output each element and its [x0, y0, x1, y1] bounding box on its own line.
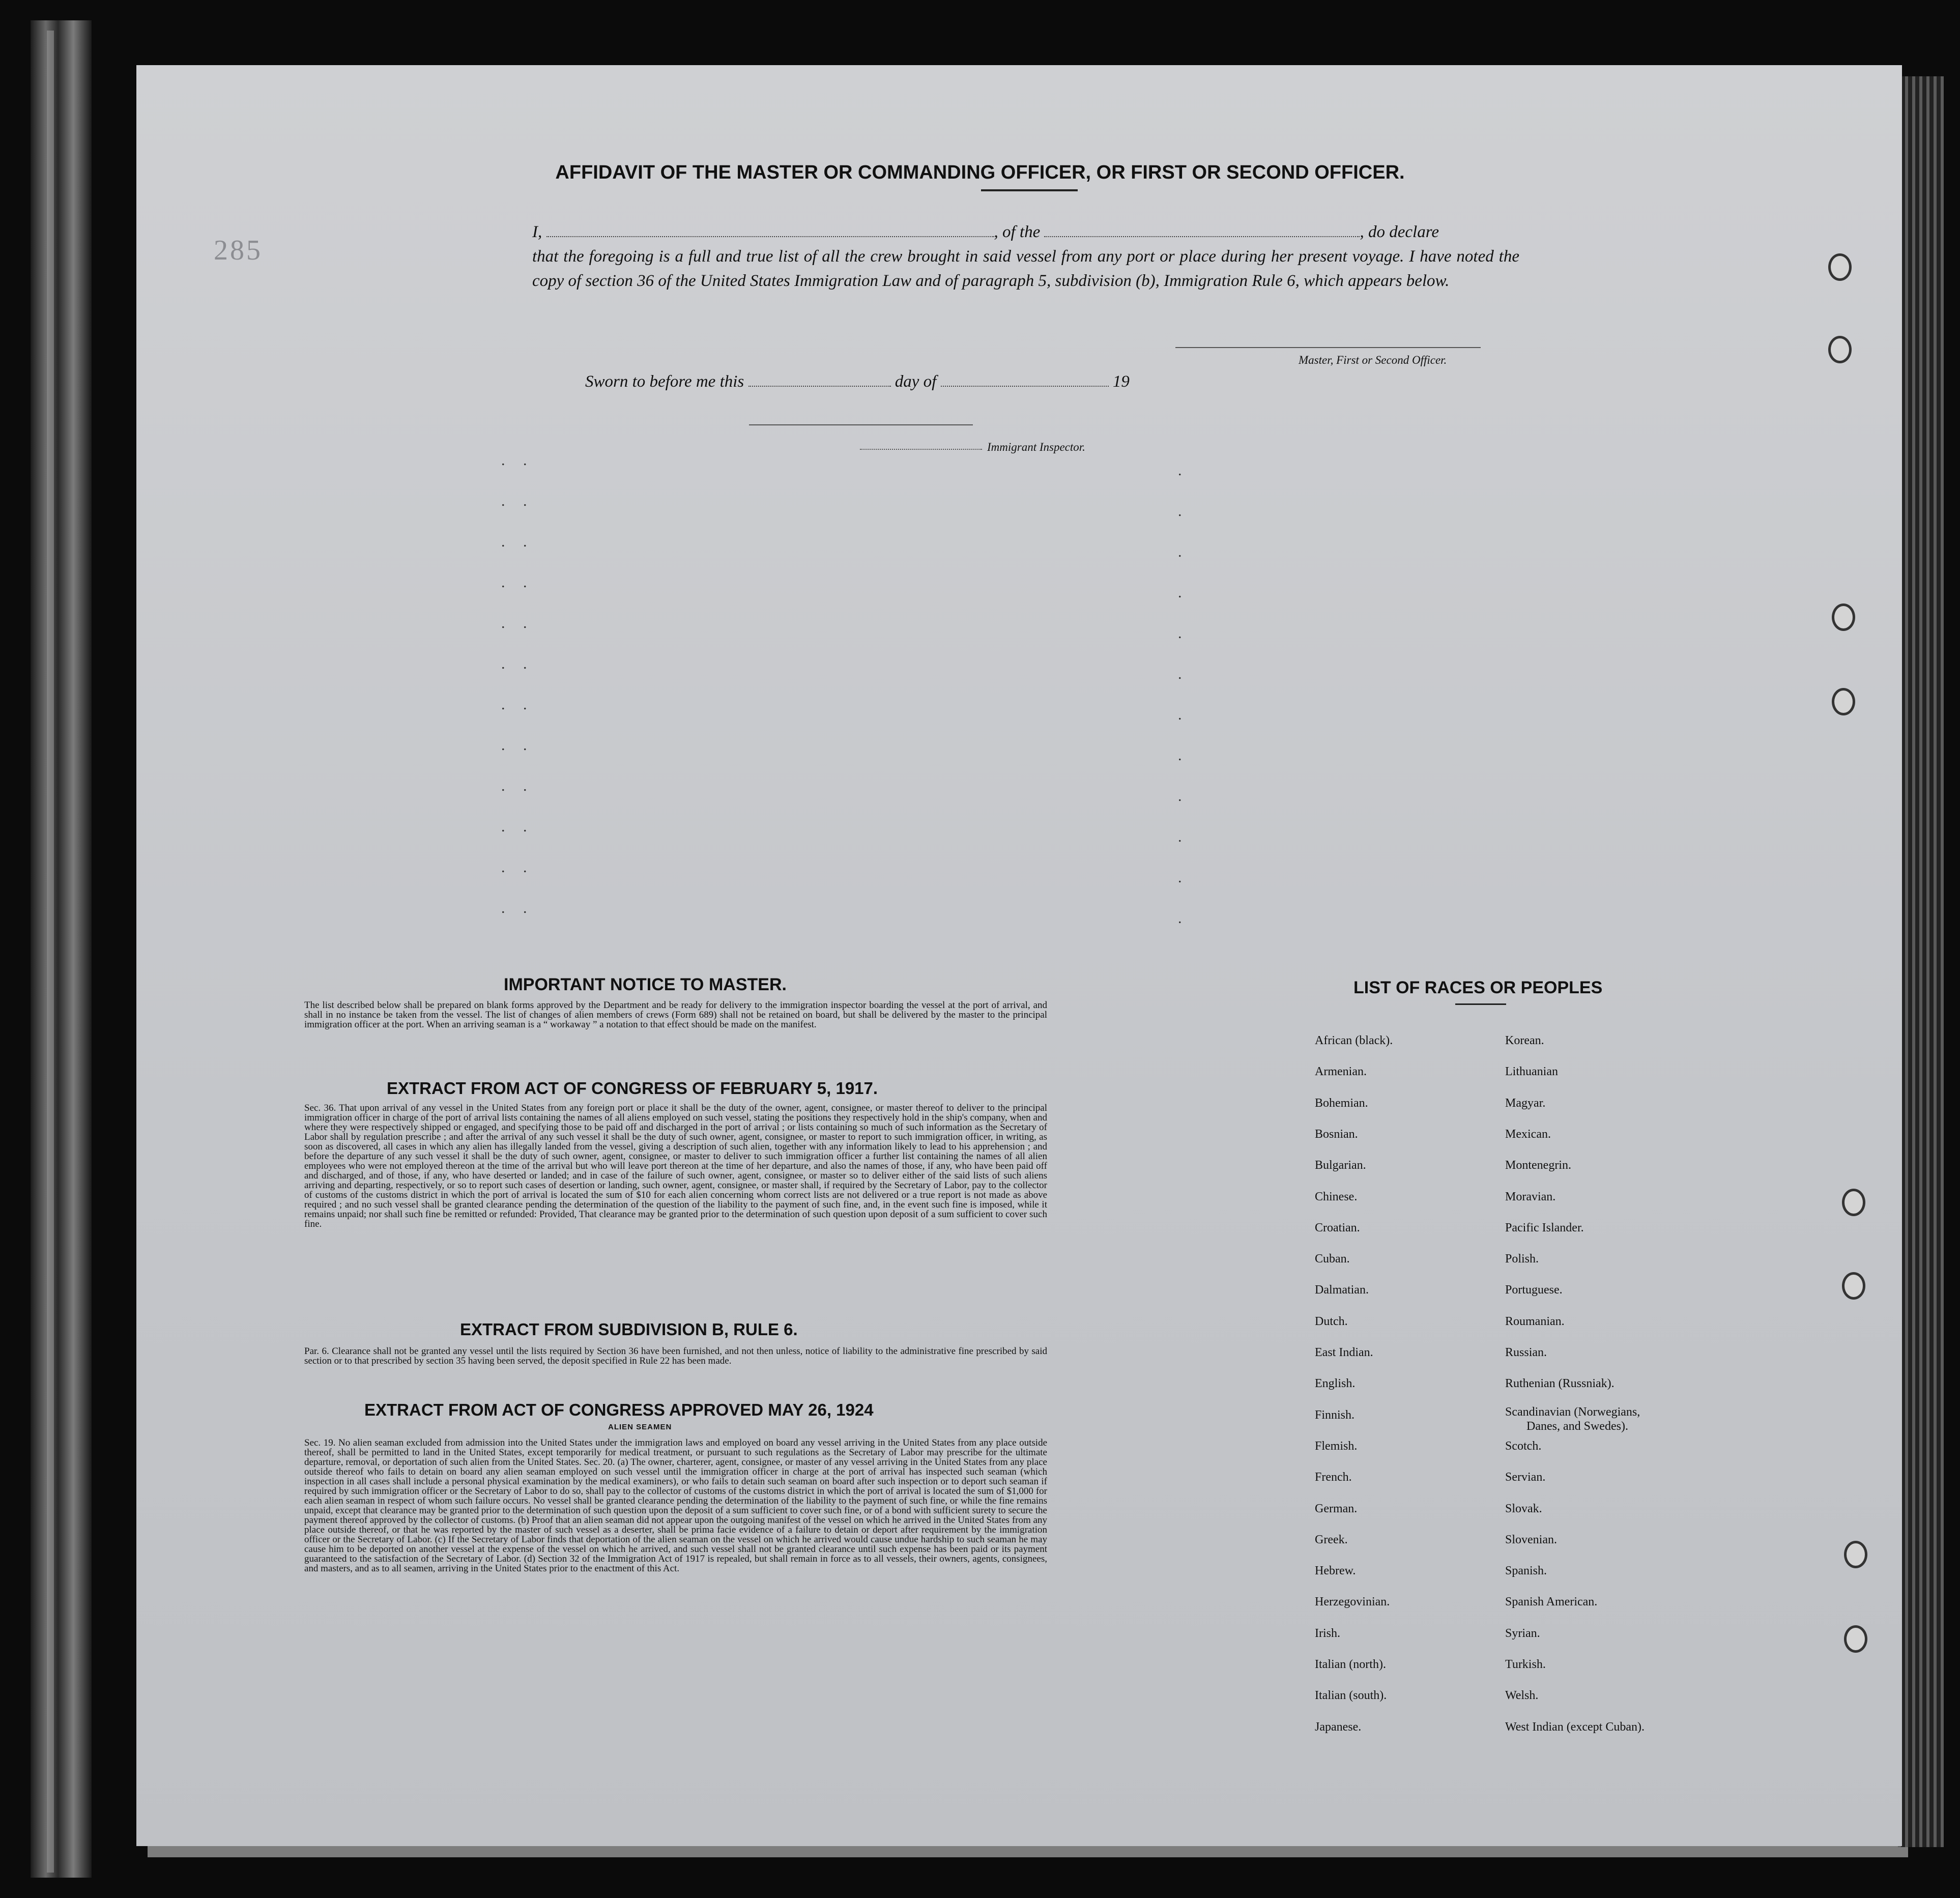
sworn-month-blank[interactable]	[941, 372, 1109, 387]
race-item: Bohemian.	[1315, 1096, 1368, 1110]
declaration-body: that the foregoing is a full and true list of all the crew brought in said vessel from any port or place during her present voyage. I have noted the copy of section 36 of the United States Immigration Law and of paragraph 5, subdivision (b), Immigration Rule 6, which appears below.	[532, 247, 1519, 290]
sworn-day-blank[interactable]	[748, 372, 891, 387]
extract-1924-title: EXTRACT FROM ACT OF CONGRESS APPROVED MAY 26, 1924	[364, 1400, 874, 1419]
race-item: Syrian.	[1505, 1626, 1540, 1640]
day-of-label: day of	[895, 372, 937, 391]
race-item: Flemish.	[1315, 1439, 1358, 1453]
race-item: English.	[1315, 1377, 1356, 1391]
year-prefix: 19	[1112, 372, 1130, 391]
stamp-number: 285	[214, 235, 263, 266]
inspector-signature-line[interactable]	[749, 424, 973, 425]
race-item: Spanish.	[1505, 1564, 1547, 1578]
affidavit-text	[532, 220, 1519, 293]
book-binding	[31, 20, 92, 1878]
title-rule	[981, 189, 1078, 191]
extract-rule6-title: EXTRACT FROM SUBDIVISION B, RULE 6.	[460, 1320, 798, 1339]
sworn-line	[585, 372, 1130, 391]
race-item: Portuguese.	[1505, 1283, 1563, 1297]
declaration-line	[532, 220, 1519, 244]
extract-1924-text: Sec. 19. No alien seaman excluded from admission into the United States under the immigration laws and employed on board any vessel arriving in the United States from any place outside thereof, shall be permitted to land in the United States, except temporarily for medical treatment, or pursuant to such regulations as the Secretary of Labor may prescribe for the ultimate departure, removal, or deportation of such alien from the United States. Sec. 20. (a) The owner, charterer, agent, consignee, or master of any vessel arriving in the United States from any place outside thereof who fails to detain on board any alien seaman employed on such vessel until the immigration officer in charge at the port of arrival has inspected such seaman (which inspection in all cases shall include a personal physical examination by the medical examiners), or who fails to detain such seaman on board after such inspection or to deport such seaman if required by such immigration officer or the Secretary of Labor to do so, shall pay to the collector of customs of the customs district in which the port of arrival is located the sum of $1,000 for each alien seaman in respect of whom such failure occurs. No vessel shall be granted clearance pending the determination of the liability to the payment of such fine, or while the fine remains unpaid, except that clearance may be granted prior to the determination of such question upon the deposit of a sum sufficient to cover such fine, or of a bond with sufficient surety to secure the payment thereof approved by the collector of customs. (b) Proof that an alien seaman did not appear upon the outgoing manifest of the vessel on which he arrived in the United States from any place outside thereof, or that he was reported by the master of such vessel as a deserter, shall be prima facie evidence of a failure to detain or deport after requirement by the immigration officer or the Secretary of Labor. (c) If the Secretary of Labor finds that deportation of the alien seaman on the vessel on which he arrived would cause undue hardship to such seaman he may cause him to be deported on another vessel at the expense of the vessel on which he arrived, and such vessel shall not be granted clearance until such expense has been paid or its payment guaranteed to the satisfaction of the Secretary of Labor. (d) Section 32 of the Immigration Act of 1917 is repealed, but shall remain in force as to all vessels, their owners, agents, consignees, and masters, and as to all seamen, arriving in the United States prior to the enactment of this Act.	[304, 1437, 1047, 1574]
page-stack-edge	[1898, 76, 1944, 1847]
races-rule	[1455, 1003, 1506, 1005]
inspector-dotted-line	[860, 449, 982, 450]
race-item: Armenian.	[1315, 1065, 1367, 1079]
race-item: Servian.	[1505, 1471, 1546, 1484]
inspector-label: Immigrant Inspector.	[987, 441, 1085, 453]
name-blank[interactable]	[546, 223, 994, 237]
race-item: Cuban.	[1315, 1252, 1350, 1266]
race-item: Spanish American.	[1505, 1595, 1598, 1609]
race-item: Finnish.	[1315, 1408, 1355, 1422]
race-item: Bulgarian.	[1315, 1159, 1366, 1172]
race-item: African (black).	[1315, 1034, 1393, 1047]
race-item: Greek.	[1315, 1533, 1348, 1546]
punch-hole-icon	[1828, 253, 1852, 281]
race-item: Hebrew.	[1315, 1564, 1356, 1578]
extract-1917-title: EXTRACT FROM ACT OF CONGRESS OF FEBRUARY 5, 1917.	[387, 1079, 878, 1098]
row-marks-right: . . . . . . . . . . . .	[1178, 462, 1189, 927]
manifest-page	[136, 65, 1902, 1846]
extract-1917-text: Sec. 36. That upon arrival of any vessel in the United States from any foreign port or place it shall be the duty of the owner, agent, consignee, or master thereof to deliver to the principal immigration officer in charge of the port of arrival lists containing the names of all aliens employed on such vessel, stating the positions they respectively hold in the ship's company, when and where they were respectively shipped or engaged, and specifying those to be paid off and discharged in the port of arrival ; or lists containing so much of such information as the Secretary of Labor shall by regulation prescribe ; and after the arrival of any such vessel it shall be the duty of such owner, agent, consignee, or master to report to such immigration officer, in writing, as soon as discovered, all cases in which any alien has illegally landed from the vessel, giving a description of such alien, together with any information likely to lead to his apprehension ; and before the departure of any such vessel it shall be the duty of such owner, agent, consignee, or master to deliver to such immigration officer a further list containing the names of all alien employees who were not employed thereon at the time of the arrival but who will leave port thereon at the time of her departure, and also the names of those, if any, who have been paid off and discharged, and of those, if any, who have deserted or landed; and in case of the failure of such owner, agent, consignee, or master so to deliver either of the said lists of such aliens arriving and departing, respectively, or so to report such cases of desertion or landing, such owner, agent, consignee, or master shall, if required by the Secretary of Labor, pay to the collector of customs of the customs district in which the port of arrival is located the sum of $10 for each alien concerning whom correct lists are not delivered or a true report is not made as above required ; and no such vessel shall be granted clearance pending the determination of the question of the liability to the payment of such fine, and, in the event such fine is imposed, while it remains unpaid; nor shall such fine be remitted or refunded: Provided, That clearance may be granted prior to the determination of such question upon deposit of a sum sufficient to cover such fine.	[304, 1103, 1047, 1229]
race-item: Slovenian.	[1505, 1533, 1557, 1546]
punch-hole-icon	[1844, 1625, 1867, 1653]
race-item: Chinese.	[1315, 1190, 1358, 1203]
race-item: Scandinavian (Norwegians,	[1505, 1405, 1640, 1419]
race-item: Irish.	[1315, 1626, 1340, 1640]
punch-hole-icon	[1828, 336, 1852, 363]
declaration-i: I,	[532, 223, 542, 241]
race-item: Roumanian.	[1505, 1314, 1565, 1328]
signature-label: Master, First or Second Officer.	[1299, 354, 1447, 366]
notice-title: IMPORTANT NOTICE TO MASTER.	[504, 975, 787, 994]
race-item: Welsh.	[1505, 1689, 1539, 1703]
race-item: Herzegovinian.	[1315, 1595, 1390, 1609]
race-item: Bosnian.	[1315, 1127, 1358, 1141]
race-item: Croatian.	[1315, 1221, 1360, 1234]
race-item: Italian (north).	[1315, 1658, 1386, 1671]
race-item: Japanese.	[1315, 1720, 1362, 1734]
race-item: French.	[1315, 1471, 1352, 1484]
signature-line[interactable]	[1175, 347, 1481, 348]
race-item: Turkish.	[1505, 1658, 1546, 1671]
do-declare-label: , do declare	[1360, 223, 1439, 241]
notice-text: The list described below shall be prepared on blank forms approved by the Department and be ready for delivery to the immigration inspector boarding the vessel at the port of arrival, and shall in no instance be taken from the vessel. The list of changes of alien members of crews (Form 689) shall not be retained on board, but shall be delivered by the master to the principal immigration officer at the port. When an arriving seaman is a “ workaway ” a notation to that effect should be made on the manifest.	[304, 1000, 1047, 1030]
race-item: Korean.	[1505, 1034, 1544, 1047]
race-item: Magyar.	[1505, 1096, 1546, 1110]
race-item: East Indian.	[1315, 1346, 1373, 1359]
race-item: Dutch.	[1315, 1314, 1348, 1328]
race-item: Slovak.	[1505, 1502, 1542, 1515]
race-item: Dalmatian.	[1315, 1283, 1369, 1297]
row-marks-left: . . . . . . . . . . . . . . . . . . . . . . . .	[501, 452, 534, 916]
sworn-label: Sworn to before me this	[585, 372, 744, 391]
binding-stripe	[47, 31, 54, 1873]
punch-hole-icon	[1832, 603, 1855, 631]
race-item: German.	[1315, 1502, 1358, 1515]
punch-hole-icon	[1844, 1541, 1867, 1568]
race-item: Lithuanian	[1505, 1065, 1558, 1079]
races-title: LIST OF RACES OR PEOPLES	[1353, 978, 1603, 997]
race-item: Pacific Islander.	[1505, 1221, 1584, 1234]
punch-hole-icon	[1842, 1189, 1865, 1216]
race-item: Russian.	[1505, 1346, 1547, 1359]
punch-hole-icon	[1842, 1272, 1865, 1300]
race-item: West Indian (except Cuban).	[1505, 1720, 1645, 1734]
extract-rule6-text: Par. 6. Clearance shall not be granted any vessel until the lists required by Section 36 have been furnished, and not then unless, notice of liability to the administrative fine prescribed by said section or to that prescribed by section 35 having been served, the deposit specified in Rule 22 has been made.	[304, 1346, 1047, 1366]
race-item: Danes, and Swedes).	[1526, 1419, 1628, 1433]
affidavit-title: AFFIDAVIT OF THE MASTER OR COMMANDING OFFICER, OR FIRST OR SECOND OFFICER.	[555, 162, 1405, 183]
race-item: Ruthenian (Russniak).	[1505, 1377, 1615, 1391]
race-item: Polish.	[1505, 1252, 1539, 1266]
vessel-blank[interactable]	[1044, 223, 1360, 237]
punch-hole-icon	[1832, 688, 1855, 715]
race-item: Montenegrin.	[1505, 1159, 1571, 1172]
extract-1924-subtitle: ALIEN SEAMEN	[608, 1423, 672, 1431]
race-item: Mexican.	[1505, 1127, 1551, 1141]
race-item: Italian (south).	[1315, 1689, 1387, 1703]
of-the-label: , of the	[994, 223, 1041, 241]
race-item: Moravian.	[1505, 1190, 1556, 1203]
race-item: Scotch.	[1505, 1439, 1542, 1453]
